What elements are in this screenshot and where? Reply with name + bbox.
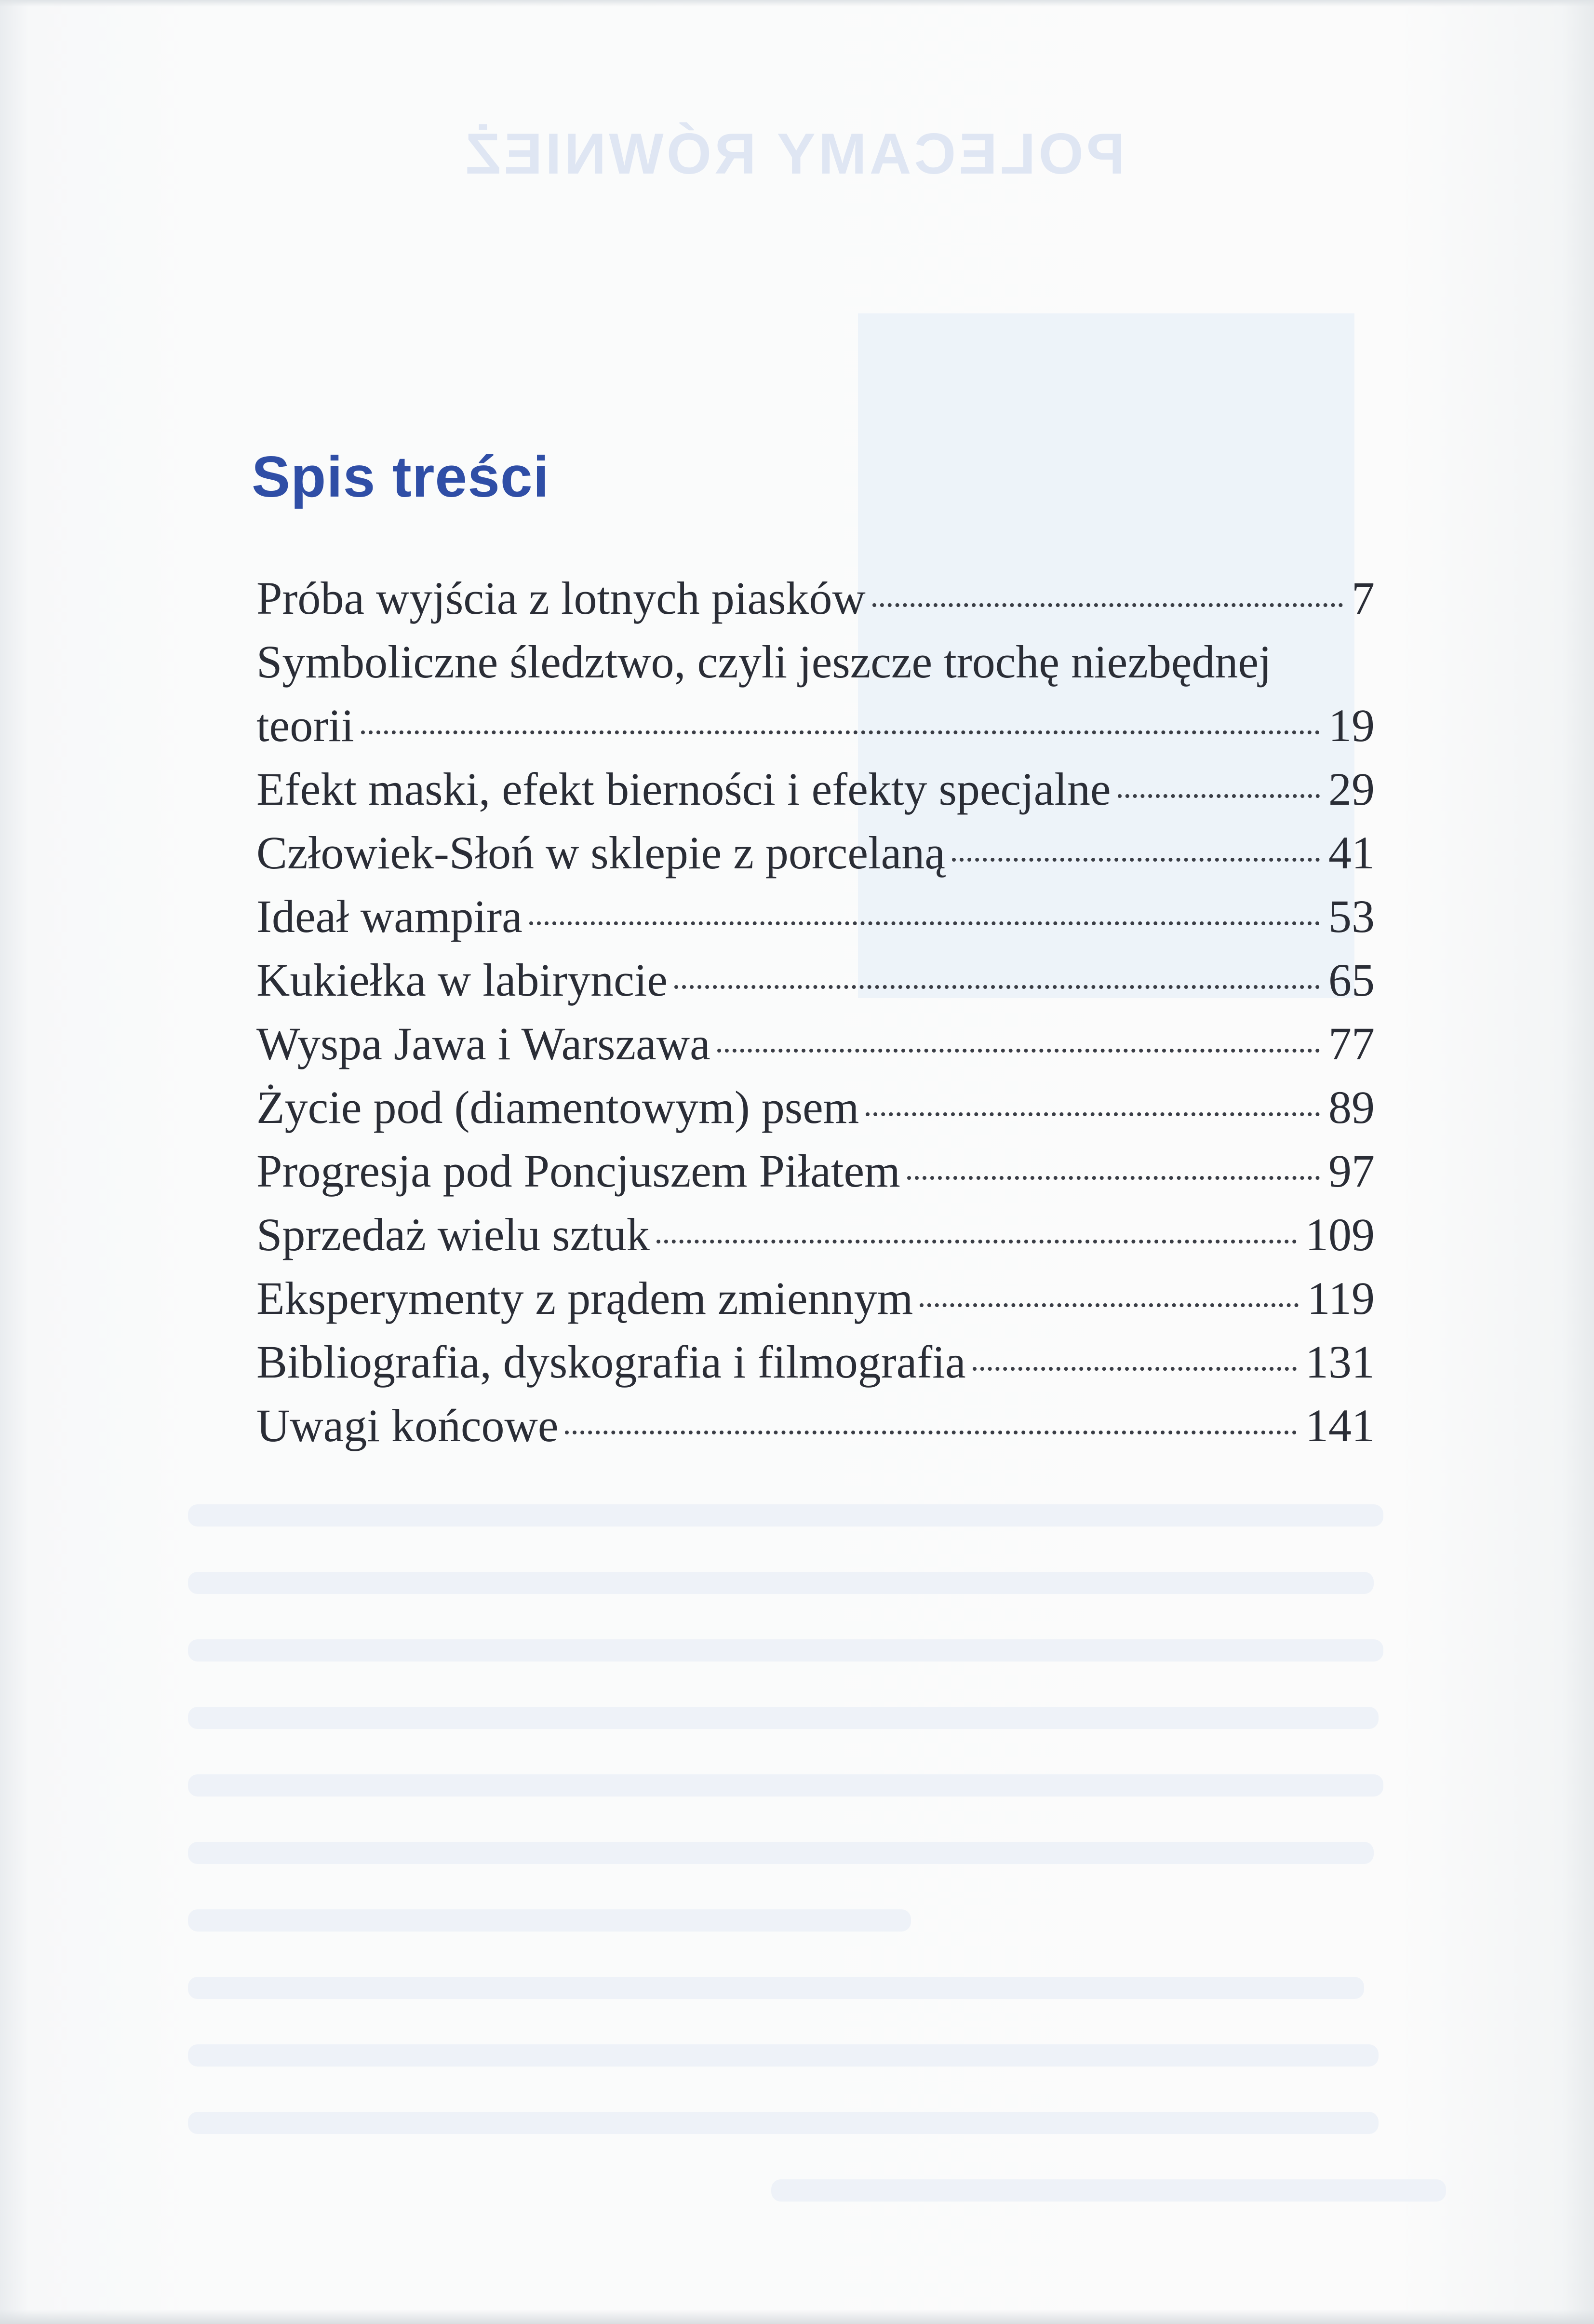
dot-leader — [872, 603, 1343, 607]
toc-entry-title: Bibliografia, dyskografia i filmografia — [256, 1336, 966, 1388]
dot-leader — [717, 1049, 1320, 1053]
toc-entry-page: 89 — [1328, 1081, 1375, 1133]
toc-entry-page: 19 — [1328, 700, 1375, 751]
show-through-line — [188, 1774, 1383, 1797]
toc-entry[interactable] — [256, 1271, 1375, 1335]
toc-entry[interactable] — [256, 1144, 1375, 1208]
toc-entry-page: 53 — [1328, 891, 1375, 942]
dot-leader — [674, 985, 1320, 989]
show-through-line — [188, 1977, 1364, 1999]
toc-entry-page: 119 — [1307, 1272, 1375, 1324]
show-through-line — [771, 2179, 1446, 2202]
dot-leader — [920, 1303, 1298, 1307]
toc-entry-page: 131 — [1305, 1336, 1375, 1388]
dot-leader — [529, 921, 1320, 925]
toc-entry[interactable] — [256, 890, 1375, 953]
dot-leader — [565, 1431, 1297, 1434]
toc-entry-title: Ideał wampira — [256, 891, 522, 942]
toc-entry-title: Eksperymenty z prądem zmiennym — [256, 1272, 913, 1324]
table-of-contents — [256, 571, 1375, 1462]
dot-leader — [907, 1176, 1320, 1180]
toc-entry[interactable] — [256, 762, 1375, 826]
dot-leader — [1118, 794, 1320, 798]
toc-entry-page: 65 — [1328, 954, 1375, 1006]
toc-entry-title: Efekt maski, efekt bierności i efekty specjalne — [256, 763, 1111, 815]
toc-entry[interactable] — [256, 1081, 1375, 1144]
toc-entry-title: Sprzedaż wielu sztuk — [256, 1209, 650, 1260]
toc-entry-page: 77 — [1328, 1018, 1375, 1069]
scan-edge-top — [0, 0, 1594, 7]
toc-entry[interactable] — [256, 1017, 1375, 1081]
toc-entry-title: teorii — [256, 700, 354, 751]
scan-edge-bottom — [0, 2310, 1594, 2324]
toc-entry[interactable] — [256, 571, 1375, 635]
toc-entry-title-line1: Symboliczne śledztwo, czyli jeszcze trochę niezbędnej — [256, 636, 1272, 688]
toc-entry[interactable] — [256, 1208, 1375, 1271]
show-through-header: POLECAMY RÓWNIEŻ — [463, 122, 1125, 186]
show-through-line — [188, 1504, 1383, 1527]
show-through-line — [188, 2112, 1379, 2134]
show-through-line — [188, 1639, 1383, 1662]
toc-entry-title: Progresja pod Poncjuszem Piłatem — [256, 1145, 900, 1197]
toc-entry[interactable] — [256, 1335, 1375, 1399]
toc-entry-title: Uwagi końcowe — [256, 1400, 559, 1451]
dot-leader — [656, 1240, 1297, 1243]
dot-leader — [973, 1367, 1297, 1371]
toc-entry-page: 97 — [1328, 1145, 1375, 1197]
toc-entry[interactable] — [256, 953, 1375, 1017]
toc-entry[interactable] — [256, 699, 1375, 762]
toc-entry-title: Życie pod (diamentowym) psem — [256, 1081, 859, 1133]
toc-entry-title: Próba wyjścia z lotnych piasków — [256, 572, 866, 624]
toc-entry-page: 141 — [1305, 1400, 1375, 1451]
toc-entry-page: 41 — [1328, 827, 1375, 878]
toc-entry-title: Kukiełka w labiryncie — [256, 954, 668, 1006]
show-through-line — [188, 1842, 1374, 1864]
show-through-line — [188, 1572, 1374, 1594]
dot-leader — [866, 1112, 1320, 1116]
toc-entry-first-line[interactable] — [256, 635, 1375, 699]
toc-entry[interactable] — [256, 826, 1375, 890]
toc-entry-page: 29 — [1328, 763, 1375, 815]
show-through-line — [188, 2044, 1379, 2067]
show-through-line — [188, 1909, 911, 1932]
toc-entry-title: Człowiek-Słoń w sklepie z porcelaną — [256, 827, 945, 878]
toc-heading: Spis treści — [252, 445, 549, 509]
show-through-line — [188, 1707, 1379, 1729]
toc-entry-title: Wyspa Jawa i Warszawa — [256, 1018, 710, 1069]
dot-leader — [361, 730, 1320, 734]
toc-entry-page: 109 — [1305, 1209, 1375, 1260]
toc-entry[interactable] — [256, 1399, 1375, 1462]
toc-entry-page: 7 — [1352, 572, 1375, 624]
dot-leader — [952, 858, 1320, 862]
